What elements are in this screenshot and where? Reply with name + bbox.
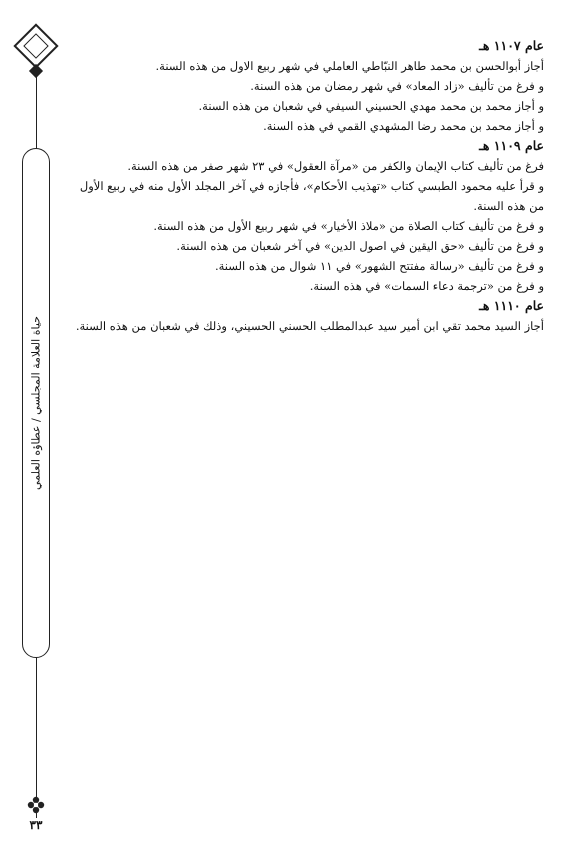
running-header: حياة العلامة المجلسي / عطاؤه العلمي — [29, 316, 43, 490]
entry: و أجاز محمد بن محمد رضا المشهدي القمي في هذه السنة. — [263, 119, 544, 133]
year-heading: عام ١١١٠ هـ — [479, 298, 544, 313]
page-number: ٣٣ — [29, 818, 43, 832]
page-body — [62, 36, 544, 336]
section-1110 — [62, 296, 544, 336]
section-1107 — [62, 36, 544, 136]
year-heading: عام ١١٠٩ هـ — [479, 138, 544, 153]
entry: و أجاز محمد بن محمد مهدي الحسيني السيفي في شعبان من هذه السنة. — [198, 99, 544, 113]
diamond-ornament-icon — [29, 64, 43, 78]
section-1109 — [62, 136, 544, 296]
year-heading: عام ١١٠٧ هـ — [479, 38, 544, 53]
entry: و قرأ عليه محمود الطبسي كتاب «تهذيب الأحكام»، فأجازه في آخر المجلد الأول منه في ربيع الأول من هذه السنة. — [79, 179, 544, 213]
flower-ornament-icon — [27, 796, 45, 814]
entry: أجاز أبوالحسن بن محمد طاهر النبّاطي العاملي في شهر ربيع الاول من هذه السنة. — [155, 59, 544, 73]
entry: و فرغ من تأليف «زاد المعاد» في شهر رمضان من هذه السنة. — [250, 79, 544, 93]
entry: و فرغ من تأليف كتاب الصلاة من «ملاذ الأخيار» في شهر ربيع الأول من هذه السنة. — [153, 219, 544, 233]
entry: و فرغ من «ترجمة دعاء السمات» في هذه السنة. — [309, 279, 544, 293]
entry: و فرغ من تأليف «حق اليقين في اصول الدين» في آخر شعبان من هذه السنة. — [176, 239, 544, 253]
entry: فرغ من تأليف كتاب الإيمان والكفر من «مرآة العقول» في ٢٣ شهر صفر من هذه السنة. — [127, 159, 544, 173]
entry: و فرغ من تأليف «رسالة مفتتح الشهور» في ١١ شوال من هذه السنة. — [214, 259, 544, 273]
entry: أجاز السيد محمد تقي ابن أمير سيد عبدالمطلب الحسني الحسيني، وذلك في شعبان من هذه السنة. — [75, 319, 544, 333]
